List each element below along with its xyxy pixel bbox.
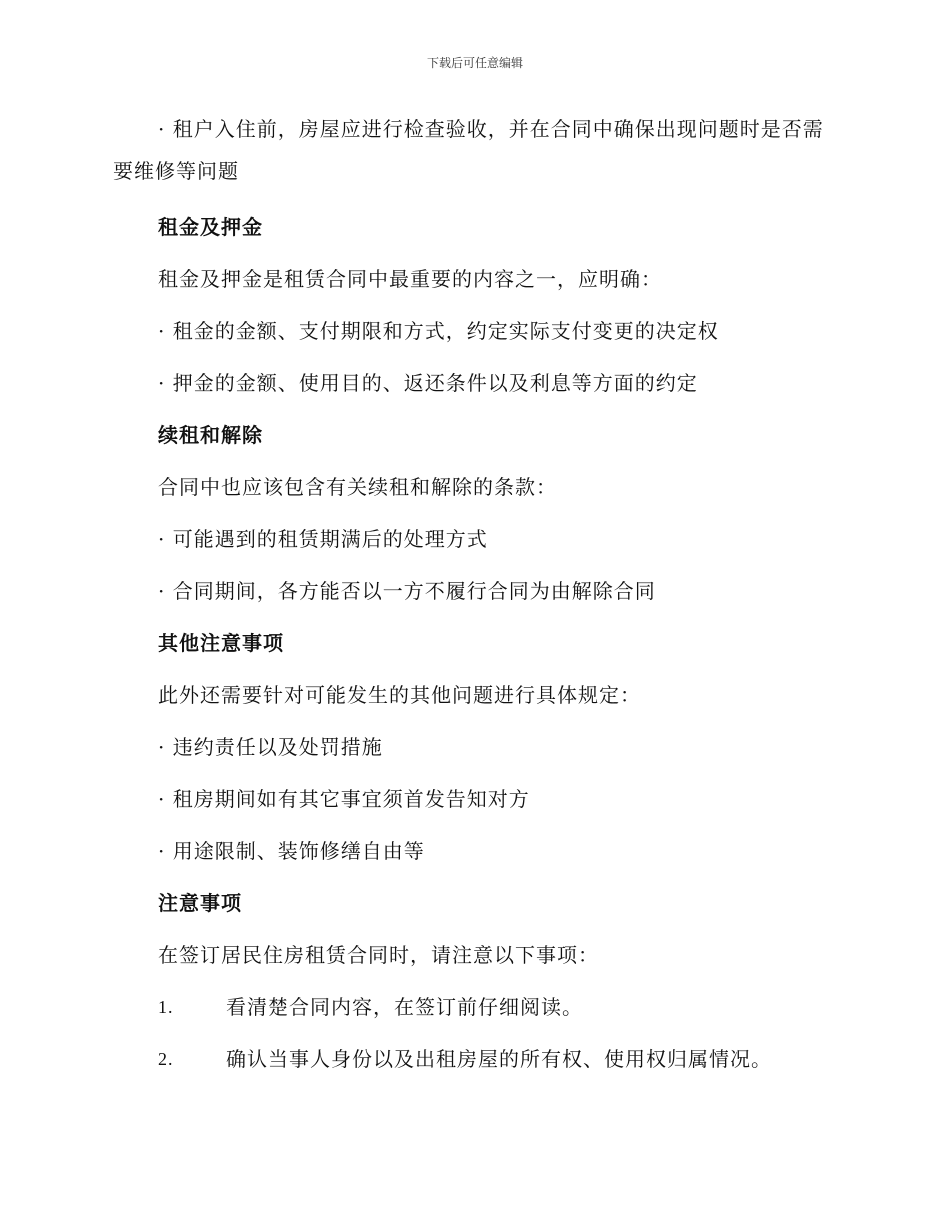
bullet-item: · 用途限制、装饰修缮自由等 bbox=[158, 839, 425, 863]
section-heading-precautions: 注意事项 bbox=[158, 891, 242, 915]
section-lead: 此外还需要针对可能发生的其他问题进行具体规定： bbox=[158, 683, 641, 707]
bullet-item: · 可能遇到的租赁期满后的处理方式 bbox=[158, 527, 488, 551]
item-text: 确认当事人身份以及出租房屋的所有权、使用权归属情况。 bbox=[226, 1047, 772, 1071]
item-text: 看清楚合同内容，在签订前仔细阅读。 bbox=[226, 995, 583, 1019]
numbered-item bbox=[113, 990, 828, 1024]
section-heading-renewal-termination: 续租和解除 bbox=[158, 423, 263, 447]
bullet-item: · 租房期间如有其它事宜须首发告知对方 bbox=[158, 787, 530, 811]
intro-paragraph: · 租户入住前，房屋应进行检查验收，并在合同中确保出现问题时是否需要维修等问题 bbox=[113, 117, 824, 183]
bullet-item: · 租金的金额、支付期限和方式，约定实际支付变更的决定权 bbox=[158, 319, 719, 343]
section-lead: 租金及押金是租赁合同中最重要的内容之一，应明确： bbox=[158, 267, 662, 291]
section-lead: 在签订居民住房租赁合同时，请注意以下事项： bbox=[158, 943, 599, 967]
section-heading-other-notes: 其他注意事项 bbox=[158, 631, 284, 655]
bullet-item: · 合同期间，各方能否以一方不履行合同为由解除合同 bbox=[158, 579, 656, 603]
item-number: 2. bbox=[158, 1049, 174, 1069]
bullet-item: · 违约责任以及处罚措施 bbox=[158, 735, 383, 759]
item-number: 1. bbox=[158, 997, 174, 1017]
page-header-note: 下载后可任意编辑 bbox=[426, 56, 523, 70]
section-lead: 合同中也应该包含有关续租和解除的条款： bbox=[158, 475, 557, 499]
section-heading-rent-deposit: 租金及押金 bbox=[158, 215, 263, 239]
numbered-item bbox=[113, 1042, 828, 1076]
document-body bbox=[113, 108, 828, 1076]
bullet-item: · 押金的金额、使用目的、返还条件以及利息等方面的约定 bbox=[158, 371, 698, 395]
